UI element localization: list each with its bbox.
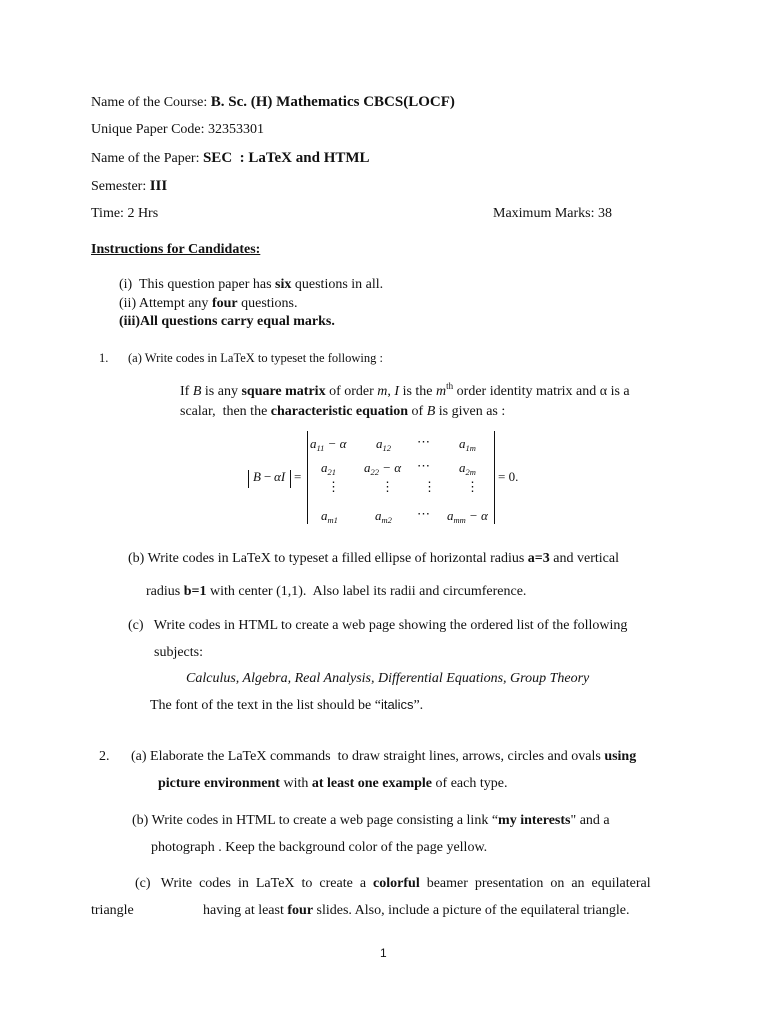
q2c-bold: colorful — [373, 876, 420, 891]
q2c-text-end: beamer presentation on an equilateral — [419, 876, 651, 891]
q2c2-bold: four — [287, 903, 314, 918]
question-1b-line-2 — [146, 583, 526, 601]
q2c2-text: having at least — [203, 903, 288, 918]
q1-s2-a: scalar, then the — [180, 404, 271, 419]
q2b-text: (b) Write codes in HTML to create a web page consisting a link “ — [132, 813, 499, 828]
instruction-ii-text-end: questions. — [237, 296, 298, 311]
semester-label: Semester: — [91, 179, 147, 194]
page-number: 1 — [380, 946, 387, 960]
q1-statement-line-1 — [180, 383, 630, 401]
q2a2-bold-1: picture environment — [158, 776, 280, 791]
q1-s1-bold: square matrix — [241, 384, 326, 399]
instructions-heading: Instructions for Candidates: — [91, 242, 261, 257]
instruction-i-text-end: questions in all. — [291, 277, 384, 292]
paper-code-label: Unique Paper Code: — [91, 122, 205, 137]
max-marks-text: Maximum Marks: 38 — [493, 206, 612, 221]
instruction-i — [119, 276, 383, 294]
instruction-ii-text: (ii) Attempt any — [119, 296, 212, 311]
question-2c-triangle-word: triangle — [91, 903, 134, 918]
q1b-text-end: and vertical — [549, 551, 619, 566]
paper-name-value: SEC : LaTeX and HTML — [202, 150, 370, 166]
paper-code-line — [91, 121, 264, 139]
question-1c-line-1: (c) Write codes in HTML to create a web page showing the ordered list of the following — [128, 618, 628, 633]
subjects-list: Calculus, Algebra, Real Analysis, Differential Equations, Group Theory — [186, 671, 590, 686]
course-label: Name of the Course: — [91, 95, 208, 110]
q1-s1-B: B — [192, 384, 202, 399]
instruction-ii — [119, 295, 298, 313]
question-1b-line-1 — [128, 550, 619, 568]
q2a-text: (a) Elaborate the LaTeX commands to draw straight lines, arrows, circles and ovals — [131, 749, 605, 764]
q2c-text: (c) Write codes in LaTeX to create a — [135, 876, 374, 891]
q1-s1-b: is any — [201, 384, 242, 399]
q1-s2-bold: characteristic equation — [270, 404, 409, 419]
course-line — [91, 93, 455, 112]
question-2b-line-2: photograph . Keep the background color of the page yellow. — [151, 840, 488, 855]
course-value: B. Sc. (H) Mathematics CBCS(LOCF) — [210, 94, 455, 110]
q1-s2-c: is given as : — [435, 404, 506, 419]
semester-line — [91, 177, 167, 196]
question-1c-line-4 — [150, 696, 423, 715]
paper-code-value: 32353301 — [208, 122, 265, 137]
time-text: Time: 2 Hrs — [91, 206, 159, 221]
question-2c-line-1 — [135, 875, 651, 893]
q2a2-text-end: of each type. — [432, 776, 508, 791]
paper-name-label: Name of the Paper: — [91, 151, 200, 166]
q1-s1-c: of order — [325, 384, 378, 399]
question-1-number: 1. — [99, 351, 109, 365]
q2a2-bold-2: at least one example — [311, 776, 433, 791]
exam-page: Name of the Course: B. Sc. (H) Mathematics CBCS(LOCF) Unique Paper Code: 32353301 Name of the Paper: SEC : LaTeX and HTML Semester: III Time: 2 Hrs Maximum Marks: 38 Instructions for Candidates: (i) This question paper has six questions in all. (ii) Attempt any four questions. (iii)All questions carry equal marks. 1. (a) Write codes in LaTeX to typeset the following : If B is any square matrix of order m, I is the $m^{th}$ order identity matrix and α is a scalar, then the characteristic equation of B is given as : B − αI = $a_{11} - \alpha$ $a_{12}$ ⋯ $a_{1m}$ $a_{21}$ $a_{22} - \alpha$ ⋯ $a_{2m}$ ⋮ ⋮ ⋮ ⋮ $a_{m1}$ $a_{m2}$ ⋯ $a_{mm} - \alpha$ = 0. (b) Write codes in LaTeX to typeset a filled ellipse of horizontal radius a=3 and vertical radius b=1 with center (1,1). Also label its radii and circumference. (c) Write codes in HTML to create a web page showing the ordered list of the following subjects: Calculus, Algebra, Real Analysis, Differential Equations, Group Theory The font of the text in the list should be “italics”. 2. (a) Elaborate the LaTeX commands to draw straight lines, arrows, circles and ovals using picture environment with at least one example of each type. (b) Write codes in HTML to create a web page consisting a link “my interests" and a photograph . Keep the background color of the page yellow. (c) Write codes in LaTeX to create a colorful beamer presentation on an equilateral triangle having at least four slides. Also, include a picture of the equilateral triangle. 1 — [91, 94, 651, 960]
paper-name-line — [91, 149, 370, 168]
question-2-number: 2. — [99, 749, 110, 764]
q1-s1-a: If — [180, 384, 193, 399]
q2b-bold: my interests — [498, 813, 571, 828]
q1b2-text: radius — [146, 584, 184, 599]
q1-s1-th: th — [446, 381, 454, 391]
q1c4-text-end: ”. — [413, 698, 424, 713]
q1-s1-m: m — [377, 384, 388, 399]
question-2c-line-2 — [203, 902, 630, 920]
q1-s1-m2: m — [436, 384, 447, 399]
q1c4-word: italics — [380, 697, 414, 712]
q2c2-text-end: slides. Also, include a picture of the equilateral triangle. — [313, 903, 630, 918]
question-1a-text: (a) Write codes in LaTeX to typeset the following : — [128, 351, 383, 365]
q1-s1-d: , — [387, 384, 395, 399]
instruction-i-text: (i) This question paper has — [119, 277, 276, 292]
instruction-iii: (iii)All questions carry equal marks. — [119, 314, 335, 329]
q1b2-bold: b=1 — [183, 584, 207, 599]
q1-s2-B: B — [426, 404, 436, 419]
q1b-text: (b) Write codes in LaTeX to typeset a filled ellipse of horizontal radius — [128, 551, 528, 566]
question-2a-line-1 — [131, 748, 636, 766]
q1b-bold: a=3 — [527, 551, 550, 566]
q2a2-mid: with — [279, 776, 312, 791]
q2a-bold: using — [604, 749, 637, 764]
semester-value: III — [149, 178, 168, 194]
q1-s1-f: order identity matrix and α is a — [453, 384, 630, 399]
q1b2-text-end: with center (1,1). Also label its radii and circumference. — [206, 584, 527, 599]
question-2a-line-2 — [158, 775, 507, 793]
q2b-text-end: " and a — [570, 813, 610, 828]
q1-s1-e: is the — [399, 384, 437, 399]
instruction-i-bold: six — [275, 277, 292, 292]
instruction-ii-bold: four — [211, 296, 238, 311]
question-2b-line-1 — [132, 812, 610, 830]
q1-s2-b: of — [408, 404, 427, 419]
q1-s1-I: I — [394, 384, 400, 399]
q1-statement-line-2 — [180, 403, 505, 421]
q1c4-text: The font of the text in the list should be “ — [150, 698, 381, 713]
question-1c-line-2: subjects: — [154, 645, 203, 660]
